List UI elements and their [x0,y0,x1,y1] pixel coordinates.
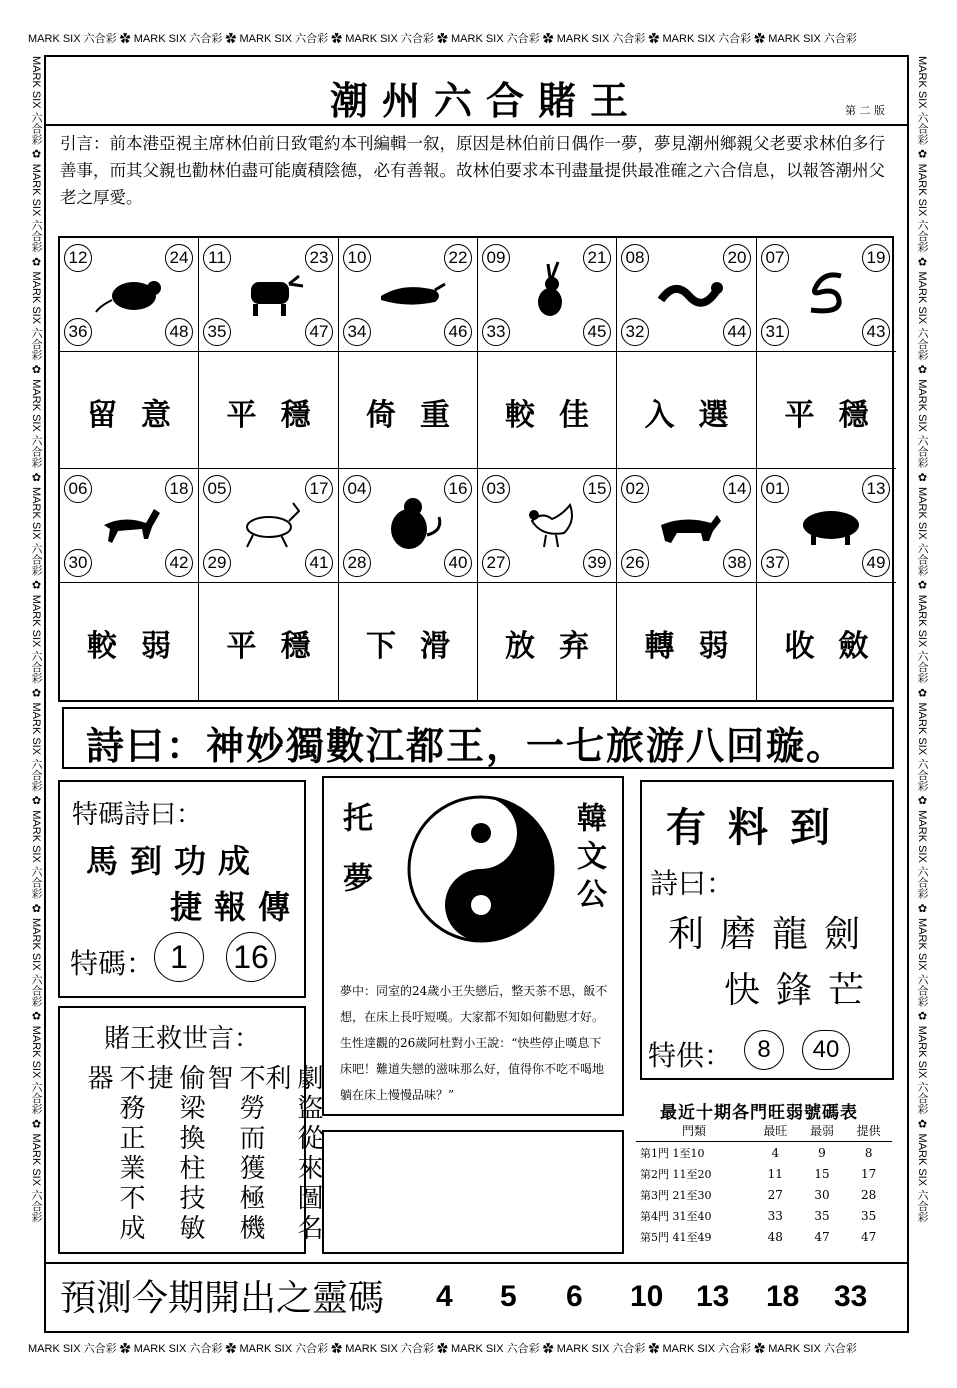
rank-row [636,1226,892,1247]
lucky-number: 33 [834,1280,868,1313]
zodiac-number: 27 [482,549,510,577]
zodiac-art-cell [617,469,757,583]
saying-title: 賭王救世言： [104,1024,261,1054]
page-title: 潮州六合賭王 [330,78,643,123]
zodiac-number: 18 [165,475,193,503]
right-border-strip: MARK SIX 六合彩 ✿ MARK SIX 六合彩 ✿ MARK SIX 六合彩 ✿ MARK SIX 六合彩 ✿ MARK SIX 六合彩 ✿ MARK SIX 六合彩 ✿ MARK SIX 六合彩 ✿ MARK SIX 六合彩 ✿ MARK SIX 六合彩 ✿ MARK SIX 六合彩 ✿ MARK SIX 六合彩 [916,56,928,1223]
tiger-icon [373,260,447,322]
saying-col-4: 劇盜從來圖名利 [261,1064,323,1244]
saying-col-1: 不務正業不成器 [83,1064,145,1244]
zodiac-number: 10 [343,244,371,272]
rank-row [636,1142,892,1164]
special-code-2 [226,932,276,982]
lucky-number: 13 [696,1280,730,1313]
border-text: MARK SIX 六合彩 [768,1343,857,1355]
zodiac-number: 16 [444,475,472,503]
saying-col-2: 偷梁換柱技敏捷 [143,1064,205,1244]
border-text: MARK SIX 六合彩 [916,271,928,361]
dream-left-label: 托夢 [337,802,372,922]
border-text: MARK SIX 六合彩 [133,33,223,45]
zodiac-status-cell [60,352,199,469]
zodiac-number: 04 [343,475,371,503]
border-text: MARK SIX 六合彩 [451,1343,540,1355]
rank-cold: 30 [814,1187,830,1202]
rank-hot: 11 [767,1166,783,1181]
zodiac-status-cell [478,352,617,469]
material-code-circle: 8 [744,1030,784,1070]
zodiac-status-cell [60,583,199,700]
zodiac-number: 49 [862,549,890,577]
zodiac-number: 11 [203,244,231,272]
zodiac-number: 46 [444,318,472,346]
zodiac-number: 13 [862,475,890,503]
zodiac-number: 09 [482,244,510,272]
rank-gate: 第2門 11至20 [640,1167,712,1181]
rank-pick: 47 [861,1229,877,1244]
border-text: MARK SIX 六合彩 [451,33,540,45]
zodiac-status: 倚重 [366,398,474,433]
zodiac-number: 19 [862,244,890,272]
rank-gate: 第1門 1至10 [640,1146,705,1160]
zodiac-number: 14 [723,475,751,503]
material-code-circle: 40 [802,1030,850,1070]
saying-col-3: 不勞而獲極機智 [203,1064,265,1244]
rank-hot: 4 [771,1145,780,1160]
border-text: MARK SIX 六合彩 [28,33,117,45]
zodiac-number: 08 [621,244,649,272]
rank-header: 最旺 [763,1124,788,1138]
border-text: MARK SIX 六合彩 [345,33,434,45]
zodiac-number: 28 [343,549,371,577]
border-text: MARK SIX 六合彩 [662,33,752,45]
border-text: MARK SIX 六合彩 [556,33,646,45]
dragon-icon [651,260,725,322]
zodiac-number: 24 [165,244,193,272]
snake-icon [791,260,865,322]
rooster-icon [512,491,586,553]
zodiac-status: 放弃 [505,629,613,664]
border-text: MARK SIX 六合彩 [916,702,928,792]
zodiac-number: 03 [482,475,510,503]
zodiac-number: 40 [444,549,472,577]
saying-box [58,1006,323,1254]
special-code-1 [154,932,204,982]
lucky-frame [46,1262,907,1264]
zodiac-number: 15 [583,475,611,503]
zodiac-art-cell [60,469,199,583]
horse-icon [94,491,168,553]
rank-cold: 47 [814,1229,830,1244]
zodiac-number: 37 [761,549,789,577]
rank-header: 提供 [856,1124,881,1138]
zodiac-number: 48 [165,318,193,346]
zodiac-status: 轉弱 [644,629,753,664]
zodiac-number: 21 [583,244,611,272]
border-text: MARK SIX 六合彩 [30,810,42,899]
rank-cold: 15 [814,1166,830,1181]
dog-icon [651,491,725,553]
yin-yang-icon [406,794,556,944]
zodiac-status: 較佳 [505,398,613,433]
zodiac-status-cell [199,583,339,700]
zodiac-art-cell [478,238,617,352]
border-text: MARK SIX 六合彩 [916,487,928,576]
rank-row [636,1184,892,1205]
rank-gate: 第5門 41至49 [640,1230,712,1244]
rank-pick: 8 [864,1145,873,1160]
zodiac-status: 較弱 [87,629,195,664]
zodiac-art-cell [757,238,896,352]
special-code-box [58,780,306,998]
rank-hot: 33 [767,1208,783,1223]
zodiac-number: 39 [583,549,611,577]
zodiac-number: 05 [203,475,231,503]
lucky-number: 10 [630,1280,664,1313]
left-border-strip: MARK SIX 六合彩 ✿ MARK SIX 六合彩 ✿ MARK SIX 六合彩 ✿ MARK SIX 六合彩 ✿ MARK SIX 六合彩 ✿ MARK SIX 六合彩 ✿ MARK SIX 六合彩 ✿ MARK SIX 六合彩 ✿ MARK SIX 六合彩 ✿ MARK SIX 六合彩 ✿ MARK SIX 六合彩 [30,56,42,1223]
border-text: MARK SIX 六合彩 [345,1343,434,1355]
rank-table-wrap [636,1120,892,1247]
border-text: MARK SIX 六合彩 [30,379,42,468]
zodiac-number: 02 [621,475,649,503]
border-text: MARK SIX 六合彩 [916,1025,928,1115]
rank-pick: 17 [861,1166,877,1181]
zodiac-art-cell [617,238,757,352]
border-text: MARK SIX 六合彩 [916,1133,928,1223]
material-line1: 利磨龍劍 [668,914,877,955]
material-title: 有料到 [666,805,852,851]
zodiac-number: 22 [444,244,472,272]
rank-pick: 28 [861,1187,877,1202]
bottom-border-strip: MARK SIX 六合彩 ✿ MARK SIX 六合彩 ✿ MARK SIX 六合彩 ✿ MARK SIX 六合彩 ✿ MARK SIX 六合彩 ✿ MARK SIX 六合彩 ✿ MARK SIX 六合彩 ✿ MARK SIX 六合彩 [28,1343,857,1355]
border-text: MARK SIX 六合彩 [916,379,928,468]
rank-table-body [636,1142,892,1248]
rank-header: 門類 [681,1124,706,1138]
zodiac-number: 06 [64,475,92,503]
rank-cold: 35 [814,1208,830,1223]
rank-row [636,1205,892,1226]
border-text: MARK SIX 六合彩 [30,163,42,253]
lucky-label: 預測今期開出之靈碼 [60,1278,385,1319]
zodiac-number: 01 [761,475,789,503]
zodiac-status-cell [757,583,896,700]
edition-label: 第 二 版 [845,104,885,117]
border-text: MARK SIX 六合彩 [916,918,928,1007]
rat-icon [94,260,168,322]
material-code-1 [744,1030,784,1070]
zodiac-status: 平穩 [226,629,335,664]
zodiac-number: 34 [343,318,371,346]
zodiac-status-cell [617,352,757,469]
rank-header-row [636,1120,892,1142]
zodiac-status-cell [339,583,478,700]
rank-header: 最弱 [809,1124,834,1138]
border-text: MARK SIX 六合彩 [30,56,42,145]
dream-text: 夢中：同室的24歲小王失戀后，整天茶不思，飯不想，在床上長吁短嘆。大家都不知如何勸慰才好。生性達觀的26歲阿杜對小王說：“快些停止嘆息下床吧！難道失戀的滋味那么好，值得你不吃不喝地躺在床上慢慢品味？” [340,984,608,1102]
zodiac-number: 41 [305,549,333,577]
zodiac-number: 45 [583,318,611,346]
rank-cold: 9 [818,1145,826,1160]
zodiac-number: 07 [761,244,789,272]
special-poem-label: 特碼詩曰： [72,800,203,830]
zodiac-number: 47 [305,318,333,346]
rank-gate: 第4門 31至40 [640,1209,712,1223]
border-text: MARK SIX 六合彩 [30,594,42,684]
zodiac-art-cell [199,469,339,583]
border-text: MARK SIX 六合彩 [916,810,928,899]
zodiac-number: 35 [203,318,231,346]
zodiac-status-cell [339,352,478,469]
zodiac-number: 31 [761,318,789,346]
rabbit-icon [512,260,586,322]
material-box [640,780,894,1080]
border-text: MARK SIX 六合彩 [768,33,857,45]
border-text: MARK SIX 六合彩 [30,702,42,792]
zodiac-art-cell [478,469,617,583]
zodiac-number: 36 [64,318,92,346]
zodiac-status-cell [617,583,757,700]
zodiac-number: 12 [64,244,92,272]
rank-hot: 27 [767,1187,783,1202]
zodiac-status: 留意 [87,398,195,433]
rank-table-title: 最近十期各門旺弱號碼表 [660,1103,858,1123]
zodiac-status-cell [478,583,617,700]
blank-panel [322,1130,624,1254]
border-text: MARK SIX 六合彩 [916,594,928,684]
zodiac-art-cell [60,238,199,352]
zodiac-art-cell [339,238,478,352]
poem-bar [62,707,894,769]
poem-text: 詩曰：神妙獨數江都王，一七旅游八回璇。 [86,724,847,768]
pig-icon [791,491,865,553]
zodiac-number: 29 [203,549,231,577]
zodiac-number: 33 [482,318,510,346]
zodiac-status: 下滑 [366,629,474,664]
zodiac-art-cell [757,469,896,583]
rank-table [636,1120,892,1247]
zodiac-number: 32 [621,318,649,346]
zodiac-number: 23 [305,244,333,272]
special-poem-line2: 捷報傳 [170,888,303,926]
rank-pick: 35 [861,1208,877,1223]
rank-gate: 第3門 21至30 [640,1188,712,1202]
border-text: MARK SIX 六合彩 [916,163,928,253]
zodiac-status-cell [757,352,896,469]
border-text: MARK SIX 六合彩 [662,1343,752,1355]
lucky-number: 6 [566,1280,583,1313]
special-code-circle: 1 [154,932,204,982]
material-code-2 [802,1030,850,1070]
dream-box [322,776,624,1116]
zodiac-grid [58,236,894,702]
zodiac-number: 44 [723,318,751,346]
zodiac-status-cell [199,352,339,469]
monkey-icon [373,491,447,553]
border-text: MARK SIX 六合彩 [916,56,928,145]
zodiac-status: 入選 [644,398,753,433]
goat-icon [233,491,307,553]
zodiac-number: 43 [862,318,890,346]
material-poem-label: 詩曰： [650,867,735,900]
special-poem-line1: 馬到功成 [86,842,263,880]
zodiac-number: 42 [165,549,193,577]
dream-right-label: 韓文公 [571,802,606,916]
special-code-label: 特碼： [70,947,155,980]
border-text: MARK SIX 六合彩 [30,1133,42,1223]
zodiac-number: 17 [305,475,333,503]
border-text: MARK SIX 六合彩 [30,918,42,1007]
border-text: MARK SIX 六合彩 [133,1343,223,1355]
zodiac-art-cell [339,469,478,583]
border-text: MARK SIX 六合彩 [239,33,329,45]
rank-row [636,1163,892,1184]
zodiac-status: 收斂 [784,629,893,664]
lucky-number: 5 [500,1280,517,1313]
intro-text: 引言：前本港亞視主席林伯前日致電約本刊編輯一叙，原因是林伯前日偶作一夢，夢見潮州鄉親父老要求林伯多行善事，而其父親也勸林伯盡可能廣積陰德，必有善報。故林伯要求本刊盡量提供最准確之六合信息，以報答潮州父老之厚愛。 [60,134,885,207]
border-text: MARK SIX 六合彩 [239,1343,329,1355]
border-text: MARK SIX 六合彩 [30,487,42,576]
top-border-strip: MARK SIX 六合彩 ✿ MARK SIX 六合彩 ✿ MARK SIX 六合彩 ✿ MARK SIX 六合彩 ✿ MARK SIX 六合彩 ✿ MARK SIX 六合彩 ✿ MARK SIX 六合彩 ✿ MARK SIX 六合彩 [28,33,857,45]
border-text: MARK SIX 六合彩 [30,271,42,361]
zodiac-status: 平穩 [226,398,335,433]
zodiac-number: 38 [723,549,751,577]
zodiac-number: 20 [723,244,751,272]
special-code-circle: 16 [226,932,276,982]
lucky-number: 4 [436,1280,453,1313]
zodiac-status: 平穩 [784,398,893,433]
zodiac-number: 26 [621,549,649,577]
border-text: MARK SIX 六合彩 [28,1343,117,1355]
title-divider [46,124,907,126]
zodiac-art-cell [199,238,339,352]
zodiac-number: 30 [64,549,92,577]
lucky-number: 18 [766,1280,800,1313]
border-text: MARK SIX 六合彩 [30,1025,42,1115]
ox-icon [233,260,307,322]
material-provide-label: 特供： [648,1039,733,1072]
rank-hot: 48 [767,1229,783,1244]
material-line2: 快鋒芒 [724,970,881,1011]
border-text: MARK SIX 六合彩 [556,1343,646,1355]
